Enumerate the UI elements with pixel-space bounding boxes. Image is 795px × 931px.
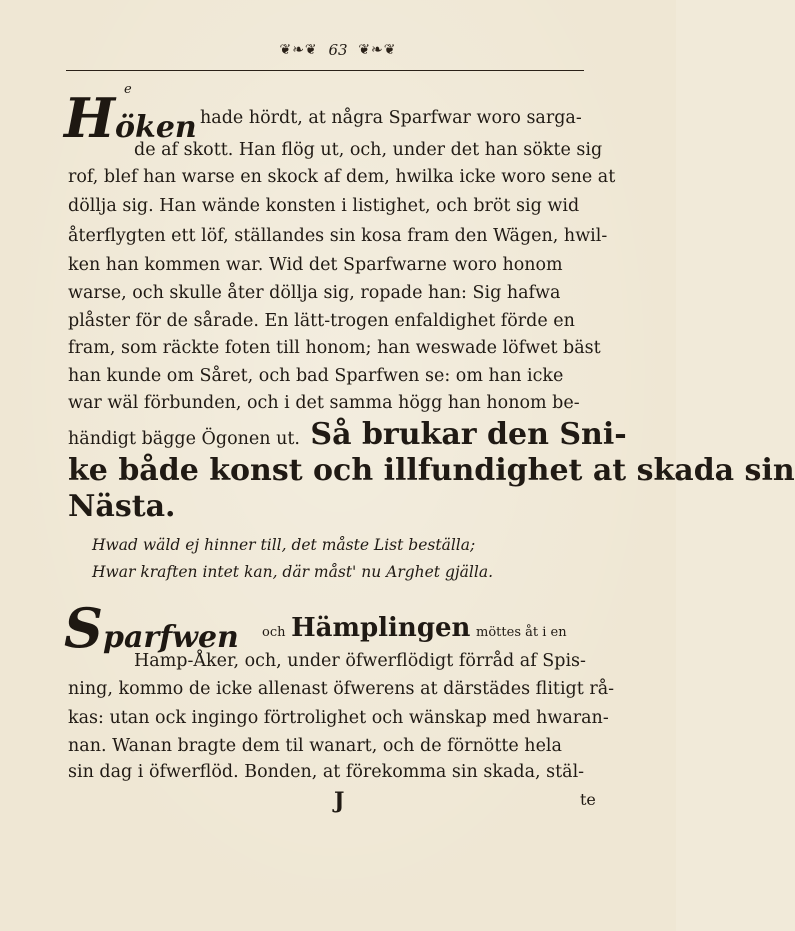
verse-line-2: Hwar kraften intet kan, där måst' nu Arghet gjälla. [92, 563, 494, 581]
text-line: plåster för de sårade. En lätt-trogen enfaldighet förde en [68, 311, 575, 331]
text-line: fram, som räckte foten till honom; han weswade löfwet bäst [68, 338, 601, 358]
text-line: de af skott. Han flög ut, och, under det han sökte sig [134, 140, 603, 160]
text-line: han kunde om Såret, och bad Sparfwen se: om han icke [68, 366, 564, 386]
superscript-e: e [124, 82, 132, 97]
header-ornament-left: ❦❧❦ [279, 42, 318, 58]
text-line: war wäl förbunden, och i det samma högg han honom be- [68, 393, 580, 413]
lead-word-rest: öken [115, 110, 197, 145]
page-header [0, 40, 676, 64]
text-line: ning, kommo de icke allenast öfwerens at därstädes flitigt rå- [68, 679, 615, 699]
verse-line-1: Hwad wäld ej hinner till, det måste List beställa; [92, 536, 476, 554]
moral-line-2: ke både konst och illfundighet at skada sin [68, 453, 795, 488]
moral-line-3: Nästa. [68, 489, 176, 524]
first-line-rest: möttes åt i en [476, 625, 567, 640]
header-rule [66, 70, 584, 71]
last-line-start: händigt bägge Ögonen ut. [68, 429, 300, 449]
title-conjunction: och [262, 625, 286, 640]
text-line: kas: utan ock ingingo förtrolighet och wänskap med hwaran- [68, 708, 609, 728]
text-line: sin dag i öfwerflöd. Bonden, at förekomma sin skada, stäl- [68, 762, 585, 782]
title-word-1-rest: parfwen [103, 620, 239, 655]
title-word-2: Hämplingen [291, 613, 471, 643]
text-line: rof, blef han warse en skock af dem, hwilka icke woro sene at [68, 167, 616, 187]
text-line: warse, och skulle åter döllja sig, ropade han: Sig hafwa [68, 283, 561, 303]
drop-cap-letter: S [64, 596, 103, 660]
drop-cap-letter: H [64, 86, 116, 150]
catchword: te [580, 790, 596, 809]
text-line: återflygten ett löf, ställandes sin kosa fram den Wägen, hwil- [68, 226, 608, 246]
moral-part-1: Så brukar den Sni- [310, 417, 627, 452]
text-line: nan. Wanan bragte dem til wanart, och de förnötte hela [68, 736, 562, 756]
text-line: döllja sig. Han wände konsten i listighet, och bröt sig wid [68, 196, 580, 216]
fable2-first-line [262, 613, 592, 648]
page-number: 63 [328, 41, 348, 59]
text-line: ken han kommen war. Wid det Sparfwarne woro honom [68, 255, 563, 275]
signature-mark: J [334, 788, 345, 814]
moral-line-1 [68, 417, 627, 456]
text-line: Hamp-Åker, och, under öfwerflödigt förråd af Spis- [134, 651, 586, 671]
header-ornament-right: ❦❧❦ [358, 42, 397, 58]
text-line: hade hördt, at några Sparfwar woro sarga- [200, 108, 582, 128]
